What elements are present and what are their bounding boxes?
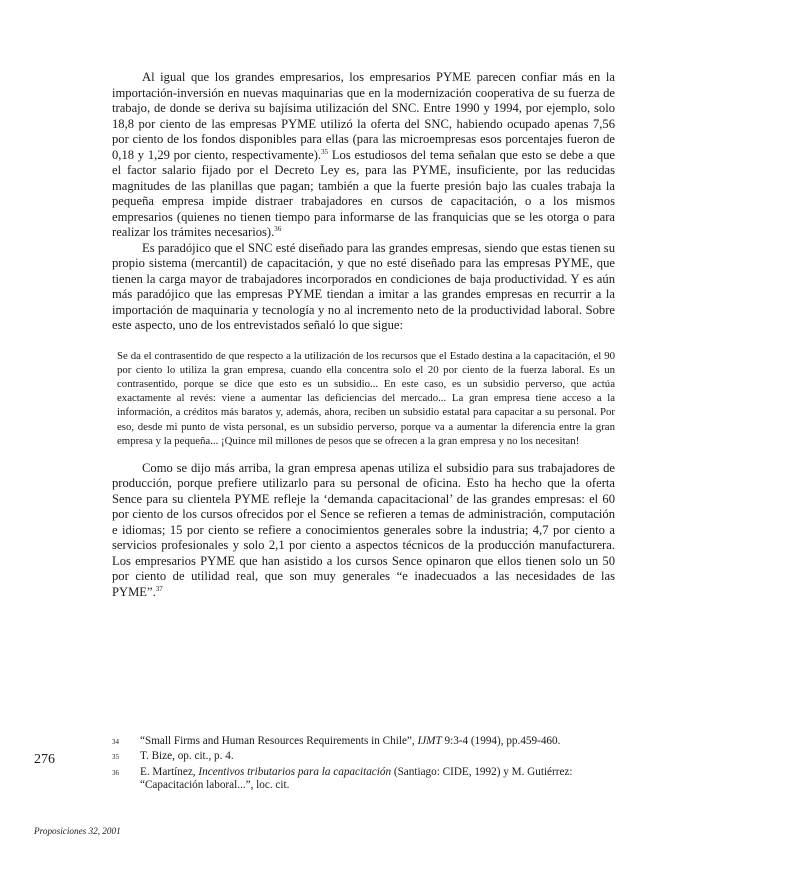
paragraph-text: Al igual que los grandes empresarios, los empresarios PYME parecen confiar más en la importación-inversión en nuevas maquinarias que en la modernización cooperativa de su fuerza de trabajo, de donde se deriva su bajísima utilización del SNC. Entre 1990 y 1994, por ejemplo, solo 18,8 por ciento de las empresas PYME utilizó la oferta del SNC, habiendo ocupado apenas 7,56 por ciento de los fondos disponibles para ellas (para las microempresas esos porcentajes fueron de 0,18 y 1,29 por ciento, respectivamente).	[112, 70, 615, 162]
footnote-number: 34	[112, 738, 119, 746]
footnote-number: 36	[112, 768, 119, 777]
paragraph	[112, 70, 615, 241]
block-quote: Se da el contrasentido de que respecto a la utilización de los recursos que el Estado destina a la capacitación, el 90 por ciento lo utiliza la gran empresa, cuando ella concentra solo el 20 por ciento de la fuerza laboral. Es un contrasentido, porque se dice que esto es un subsidio... En este caso, es un subsidio perverso, que actúa exactamente al revés: viene a aumentar las deficiencias del mercado... La gran empresa tiene acceso a la información, a créditos más baratos y, además, ahora, reciben un subsidio estatal para capacitar a su personal. Por eso, desde mi punto de vista personal, es un subsidio perverso, porque va a aumentar la diferencia entre la gran empresa y la pequeña... ¡Quince mil millones de pesos que se ofrecen a la gran empresa y no los necesitan!	[117, 349, 615, 447]
footnote-text: “Small Firms and Human Resources Requirements in Chile”, IJMT 9:3-4 (1994), pp.459-460.	[140, 735, 561, 747]
footnote-number: 35	[112, 753, 119, 762]
footnote-ref[interactable]: 35	[321, 147, 329, 156]
footnote	[112, 750, 615, 764]
footnote-ref[interactable]: 37	[155, 584, 163, 593]
footnote-text: E. Martínez, Incentivos tributarios para la capacitación (Santiago: CIDE, 1992) y M. Gutiérrez: “Capacitación laboral...”, loc. cit.	[140, 765, 573, 792]
page-number: 276	[34, 752, 55, 767]
paragraph-text: Como se dijo más arriba, la gran empresa apenas utiliza el subsidio para sus trabajadores de producción, porque prefiere utilizarlo para su personal de oficina. Esto ha hecho que la oferta Sence para su clientela PYME refleje la ‘demanda capacitacional’ de las grandes empresas: el 60 por ciento de los cursos ofrecidos por el Sence se refieren a temas de administración, computación e idiomas; 15 por ciento se refiere a conocimientos generales sobre la industria; 4,7 por ciento a servicios profesionales y solo 2,1 por ciento a aspectos técnicos de la producción manufacturera. Los empresarios PYME que han asistido a los cursos Sence opinaron que ellos tienen solo un 50 por ciento de utilidad real, que son muy generales “e inadecuados a las necesidades de las PYME”.	[112, 460, 615, 599]
paragraph: Es paradójico que el SNC esté diseñado para las grandes empresas, siendo que estas tienen su propio sistema (mercantil) de capacitación, y que no esté diseñado para las empresas PYME, que tienen la carga mayor de trabajadores incorporados en condiciones de baja productividad. Y es aún más paradójico que las empresas PYME tiendan a imitar a las grandes empresas en recurrir a la importación de maquinaria y tecnología y no al incremento neto de la productividad laboral. Sobre este aspecto, uno de los entrevistados señaló lo que sigue:	[112, 240, 615, 332]
footnote	[112, 766, 615, 793]
footnotes	[112, 735, 615, 794]
paragraph-text: Los estudiosos del tema señalan que esto se debe a que el factor salario fijado por el Decreto Ley es, para las PYME, insuficiente, por las reducidas magnitudes de las planillas que pagan; también a que la fuerte presión bajo las cuales trabaja la pequeña empresa impide distraer trabajadores en cursos de capacitación, o a los mismos empresarios (quienes no tienen tiempo para informarse de las franquicias que se les otorga o para realizar los trámites necesarios).	[112, 147, 615, 239]
footnote-text: T. Bize, op. cit., p. 4.	[140, 750, 234, 763]
journal-footer: Proposiciones 32, 2001	[34, 826, 121, 836]
page-body	[112, 70, 615, 600]
paragraph	[112, 461, 615, 601]
footnote-ref[interactable]: 36	[274, 224, 282, 233]
footnote	[112, 735, 615, 749]
